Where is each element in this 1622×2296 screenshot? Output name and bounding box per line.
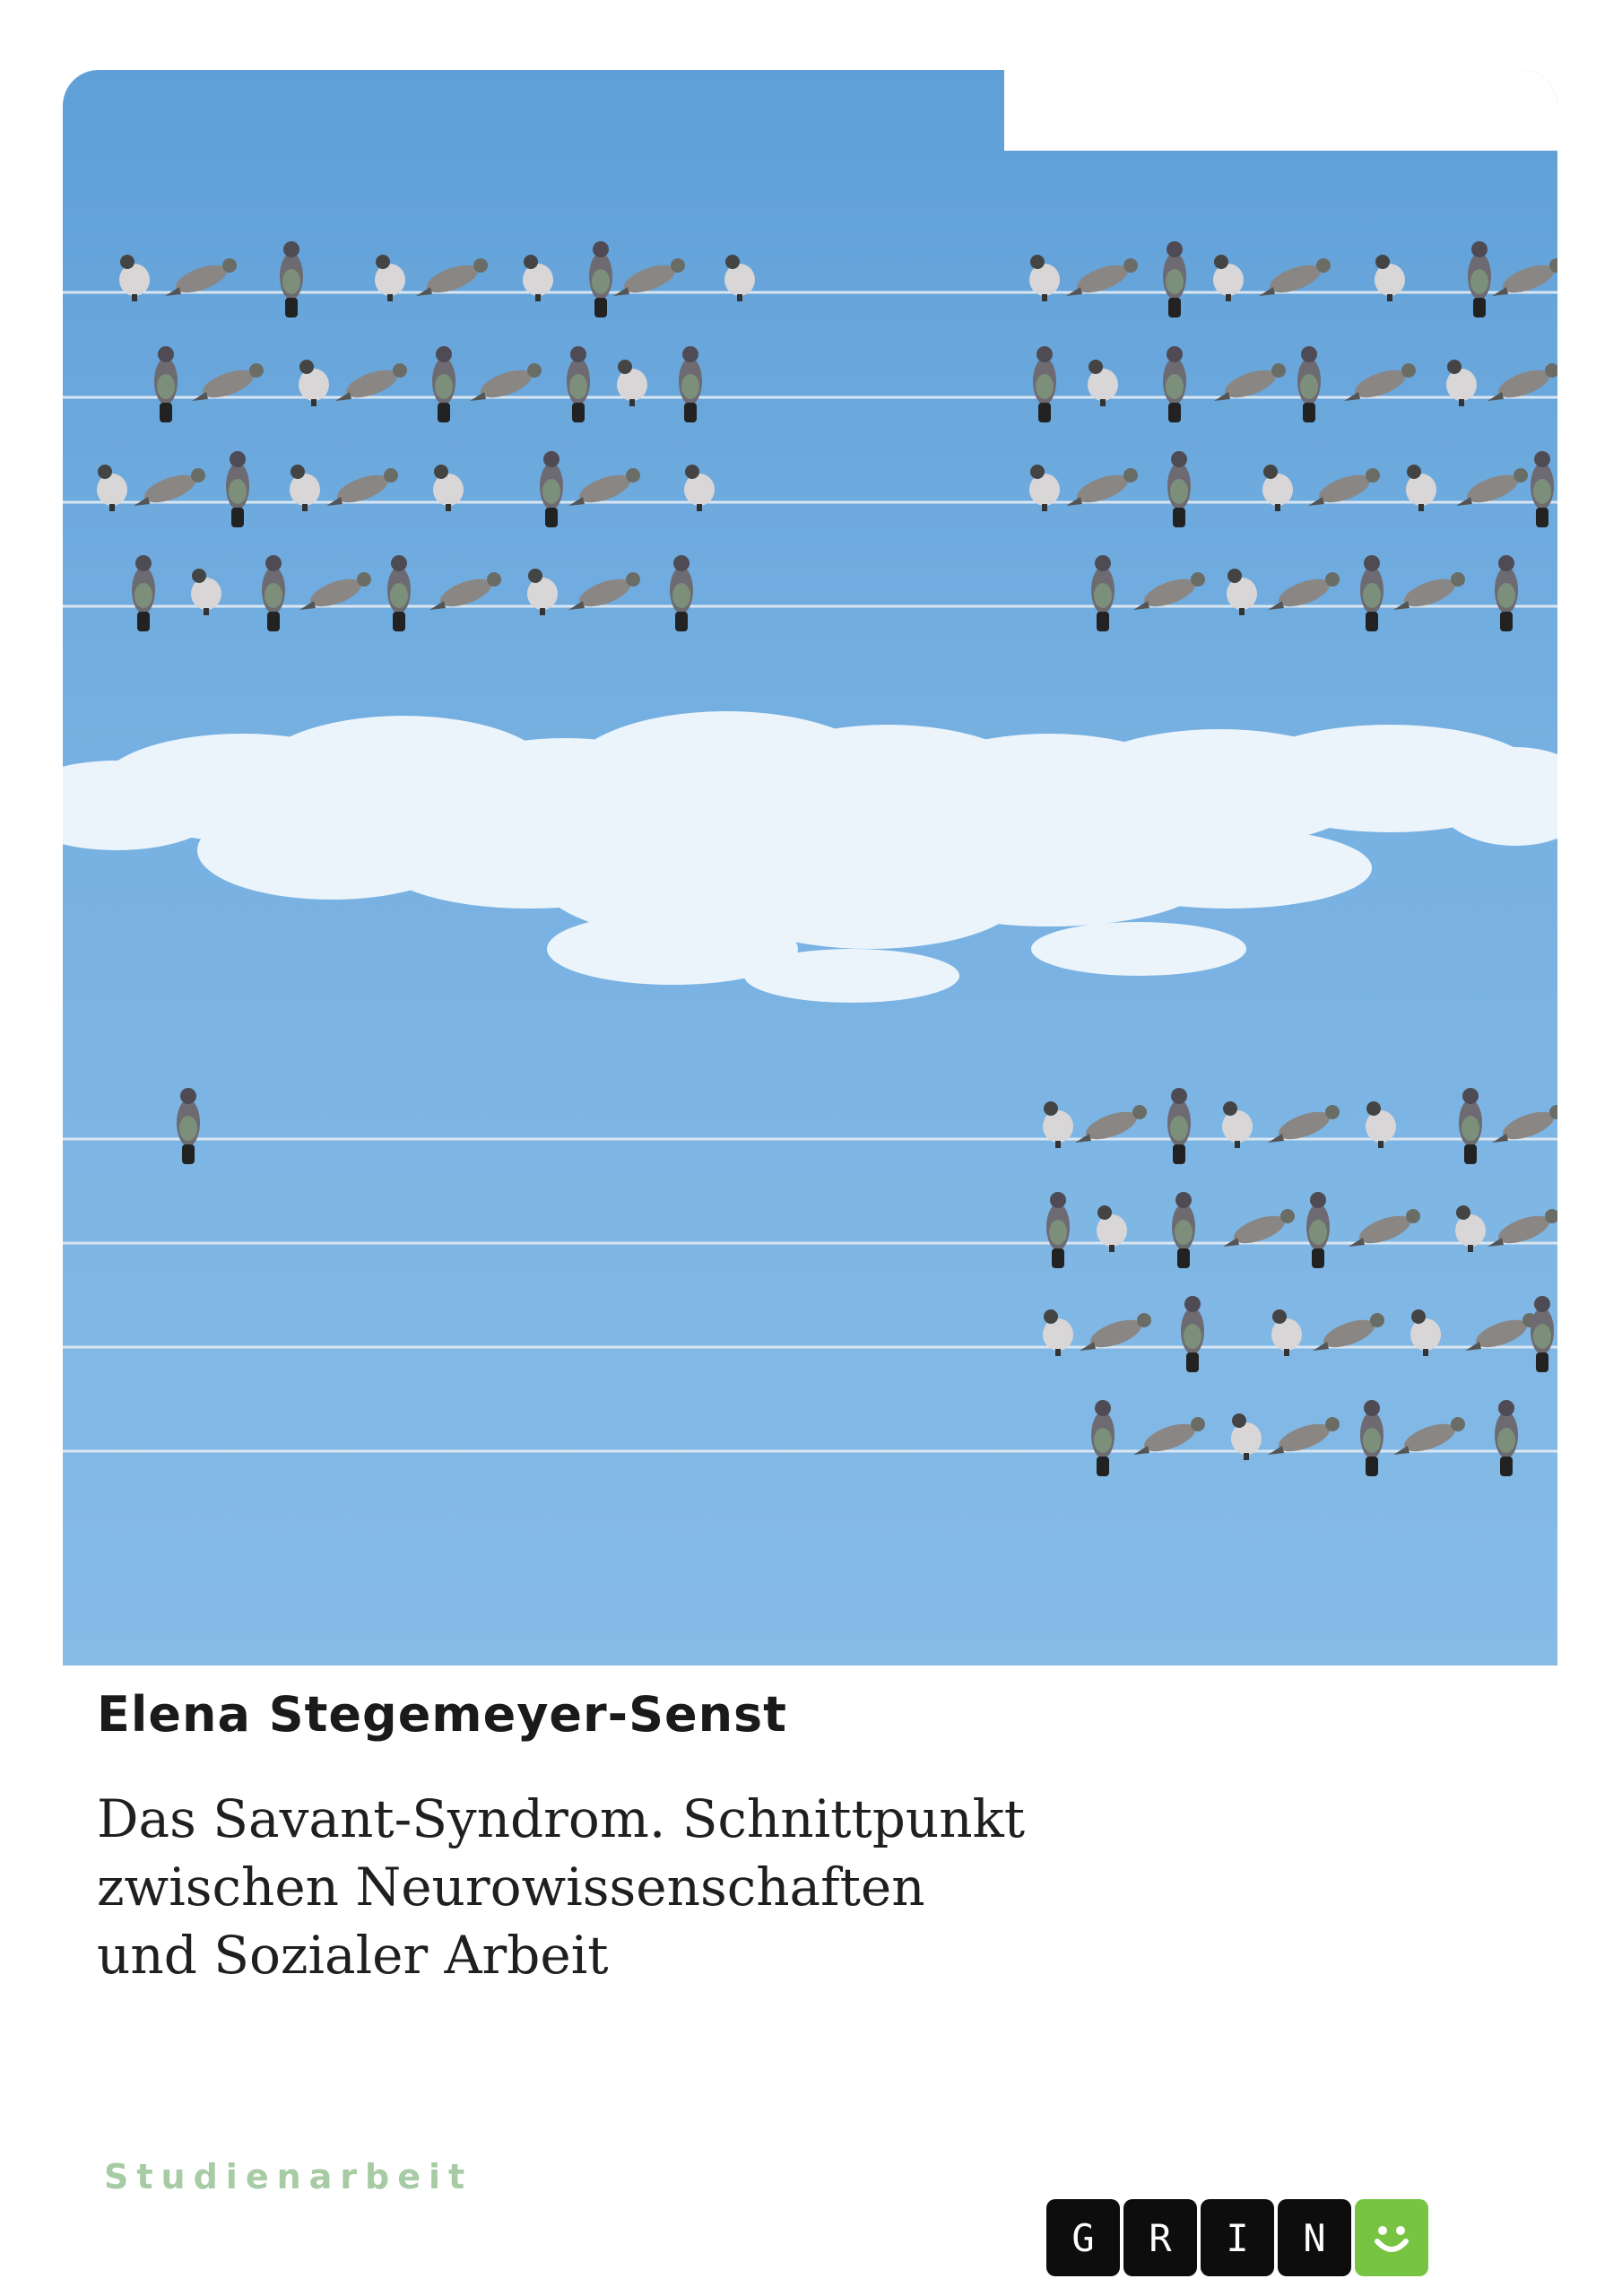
title-line: zwischen Neurowissenschaften bbox=[97, 1857, 925, 1918]
pigeons-on-wires-icon bbox=[63, 70, 1557, 1665]
logo-letter: G bbox=[1046, 2199, 1120, 2276]
author-name: Elena Stegemeyer-Senst bbox=[97, 1686, 787, 1743]
cover-image bbox=[63, 70, 1557, 1665]
logo-letter: N bbox=[1278, 2199, 1351, 2276]
series-label: Studienarbeit bbox=[104, 2157, 473, 2196]
smiley-icon bbox=[1355, 2199, 1428, 2276]
book-title bbox=[97, 1785, 1352, 1989]
title-line: Das Savant-Syndrom. Schnittpunkt bbox=[97, 1788, 1026, 1849]
title-line: und Sozialer Arbeit bbox=[97, 1925, 609, 1986]
logo-letter: I bbox=[1201, 2199, 1274, 2276]
logo-letter: R bbox=[1123, 2199, 1197, 2276]
grin-logo bbox=[1046, 2199, 1428, 2280]
